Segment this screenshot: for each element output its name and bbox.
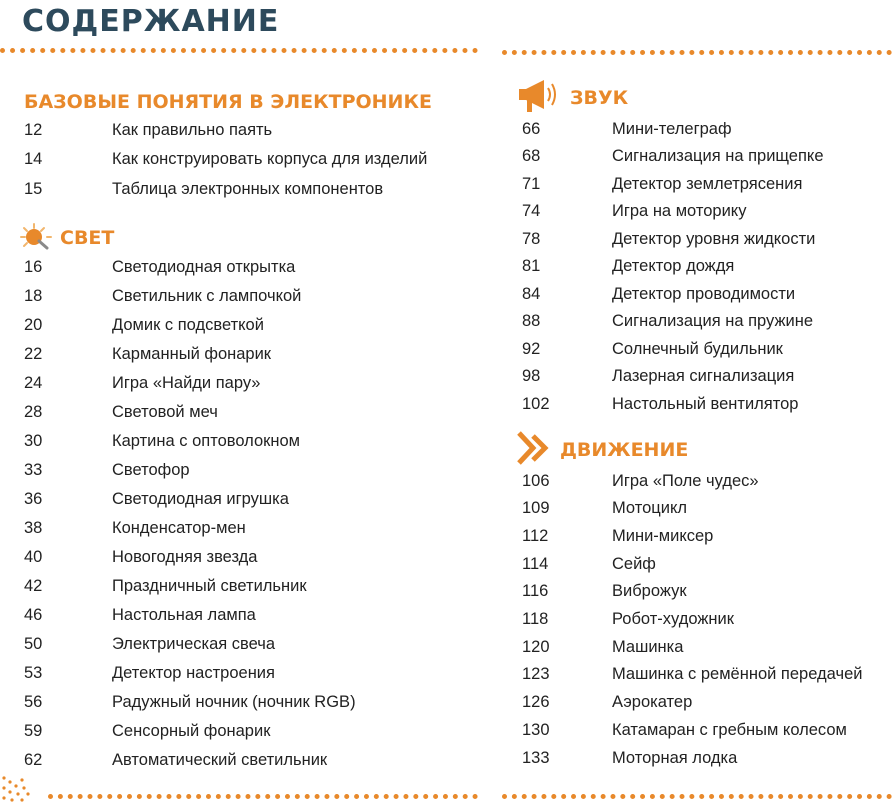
entry-title: Автоматический светильник [112, 750, 328, 769]
toc-entry [522, 469, 759, 493]
entry-title: Моторная лодка [612, 748, 738, 767]
page-number: 81 [522, 257, 541, 275]
section-title: ЗВУК [570, 87, 629, 109]
toc-entry [522, 172, 802, 196]
toc-entry [24, 313, 264, 337]
entry-title: Детектор настроения [112, 663, 275, 682]
entry-title: Мотоцикл [612, 499, 687, 518]
page-number: 133 [522, 748, 550, 767]
page-number: 50 [24, 634, 43, 653]
toc-entry [522, 580, 687, 604]
page-number: 40 [24, 547, 43, 566]
entry-title: Светофор [112, 460, 190, 479]
page-number: 15 [24, 179, 43, 198]
page-number: 20 [24, 315, 43, 334]
page-number: 66 [522, 119, 541, 138]
entry-title: Настольный вентилятор [612, 394, 799, 413]
toc-entry [24, 603, 256, 627]
entry-title: Катамаран с гребным колесом [612, 720, 847, 739]
page-number: 84 [522, 284, 541, 303]
megaphone-icon [518, 78, 562, 119]
entry-title: Настольная лампа [112, 605, 256, 624]
page-number: 116 [522, 582, 549, 601]
entry-title: Домик с подсветкой [112, 315, 264, 334]
page-number: 36 [24, 489, 43, 508]
entry-title: Картина с оптоволокном [112, 431, 300, 450]
entry-title: Конденсатор-мен [112, 518, 246, 537]
toc-entry [522, 200, 746, 224]
entry-title: Мини-миксер [612, 526, 714, 545]
page-number: 56 [24, 692, 43, 711]
entry-title: Новогодняя звезда [112, 547, 258, 566]
toc-entry [522, 282, 795, 306]
toc-entry [522, 663, 862, 687]
entry-title: Детектор дождя [612, 257, 735, 275]
toc-entry [522, 718, 847, 742]
toc-entry [522, 497, 687, 521]
entry-title: Сигнализация на пружине [612, 312, 813, 330]
toc-entry [24, 632, 275, 656]
toc-entry [24, 574, 307, 598]
page-number: 42 [24, 576, 43, 595]
toc-entry [24, 284, 301, 308]
entry-title: Машинка с ремённой передачей [612, 665, 863, 684]
divider-top-right [502, 50, 892, 55]
entry-title: Таблица электронных компонентов [112, 179, 384, 198]
page-number: 33 [24, 460, 43, 479]
page-number: 18 [24, 286, 43, 305]
page-title: СОДЕРЖАНИЕ [22, 4, 280, 39]
entry-title: Светодиодная игрушка [112, 489, 289, 508]
entry-title: Детектор землетрясения [612, 174, 803, 193]
toc-entry [522, 365, 794, 389]
page-number: 109 [522, 499, 550, 518]
toc-entry [522, 310, 813, 334]
section-header-light [20, 224, 114, 252]
toc-entry [24, 371, 260, 395]
entry-title: Виброжук [612, 582, 687, 601]
entry-title: Игра на моторику [612, 202, 747, 220]
toc-entry [522, 337, 783, 361]
page-number: 22 [24, 344, 43, 363]
page-number: 92 [522, 339, 541, 358]
entry-title: Игра «Поле чудес» [612, 471, 759, 490]
entry-title: Карманный фонарик [112, 344, 272, 363]
toc-entry [24, 118, 272, 142]
entry-title: Светодиодная открытка [112, 257, 296, 276]
entry-title: Мини-телеграф [612, 119, 732, 138]
page-number: 74 [522, 202, 541, 220]
divider-top-left [0, 48, 478, 53]
section-title: ДВИЖЕНИЕ [560, 439, 689, 461]
entry-title: Сигнализация на прищепке [612, 147, 824, 165]
toc-entry [522, 392, 798, 416]
page-number: 118 [522, 610, 549, 628]
toc-entry [24, 545, 257, 569]
toc-entry [24, 719, 270, 743]
entry-title: Электрическая свеча [112, 634, 276, 653]
toc-entry [24, 690, 356, 714]
page-number: 46 [24, 605, 43, 624]
toc-entry [522, 635, 683, 659]
section-title: СВЕТ [60, 227, 115, 249]
divider-bottom-left [48, 794, 478, 799]
toc-entry [24, 342, 271, 366]
entry-title: Игра «Найди пару» [112, 373, 261, 392]
section-header-motion [516, 432, 688, 468]
page-number: 114 [522, 554, 549, 573]
page-number: 53 [24, 663, 43, 682]
motion-arrows-icon [516, 430, 552, 471]
page-number: 14 [24, 150, 43, 168]
toc-entry [522, 691, 692, 715]
toc-entry [24, 429, 300, 453]
entry-title: Как правильно паять [112, 120, 273, 139]
entry-title: Робот-художник [612, 610, 734, 628]
page-number: 98 [522, 367, 541, 385]
page-number: 120 [522, 637, 550, 656]
entry-title: Как конструировать корпуса для изделий [112, 150, 428, 168]
toc-entry [24, 748, 327, 772]
entry-title: Детектор проводимости [612, 284, 796, 303]
page-number: 28 [24, 402, 43, 421]
section-header-sound [518, 80, 628, 116]
toc-entry [24, 661, 275, 685]
page-number: 30 [24, 431, 43, 450]
toc-entry [24, 400, 218, 424]
page-number: 38 [24, 518, 43, 537]
entry-title: Световой меч [112, 402, 218, 421]
toc-entry [522, 552, 656, 576]
section-title: БАЗОВЫЕ ПОНЯТИЯ В ЭЛЕКТРОНИКЕ [24, 91, 432, 113]
entry-title: Радужный ночник (ночник RGB) [112, 692, 356, 711]
entry-title: Сенсорный фонарик [112, 721, 271, 740]
page-number: 126 [522, 693, 550, 712]
section-header-basics [24, 90, 432, 114]
page-number: 62 [24, 750, 43, 769]
page-number: 112 [522, 526, 549, 545]
toc-entry [24, 458, 190, 482]
entry-title: Праздничный светильник [112, 576, 307, 595]
toc-entry [24, 255, 295, 279]
toc-entry [24, 487, 289, 511]
page-number: 130 [522, 720, 550, 739]
page-number: 68 [522, 147, 541, 165]
toc-entry [522, 608, 734, 632]
toc-entry [522, 524, 713, 548]
toc-entry [24, 177, 383, 201]
entry-title: Сейф [612, 554, 656, 573]
entry-title: Детектор уровня жидкости [612, 229, 816, 248]
toc-entry [522, 145, 824, 169]
page-number: 12 [24, 120, 43, 139]
entry-title: Аэрокатер [612, 693, 693, 712]
toc-entry [522, 255, 734, 279]
entry-title: Солнечный будильник [612, 339, 783, 358]
page-number: 71 [522, 174, 541, 193]
toc-entry [24, 516, 246, 540]
page-number: 106 [522, 471, 550, 490]
toc-entry [522, 746, 737, 770]
divider-bottom-right [502, 794, 892, 799]
page-number: 16 [24, 257, 43, 276]
page-number: 88 [522, 312, 541, 330]
entry-title: Машинка [612, 637, 684, 656]
page-number: 102 [522, 394, 550, 413]
page-number: 123 [522, 665, 550, 684]
entry-title: Светильник с лампочкой [112, 286, 302, 305]
toc-entry [24, 148, 427, 172]
toc-entry [522, 117, 732, 141]
page-number: 78 [522, 229, 541, 248]
light-bulb-icon [20, 222, 52, 255]
toc-entry [522, 227, 815, 251]
page-number: 59 [24, 721, 43, 740]
page-number: 24 [24, 373, 43, 392]
entry-title: Лазерная сигнализация [612, 367, 795, 385]
